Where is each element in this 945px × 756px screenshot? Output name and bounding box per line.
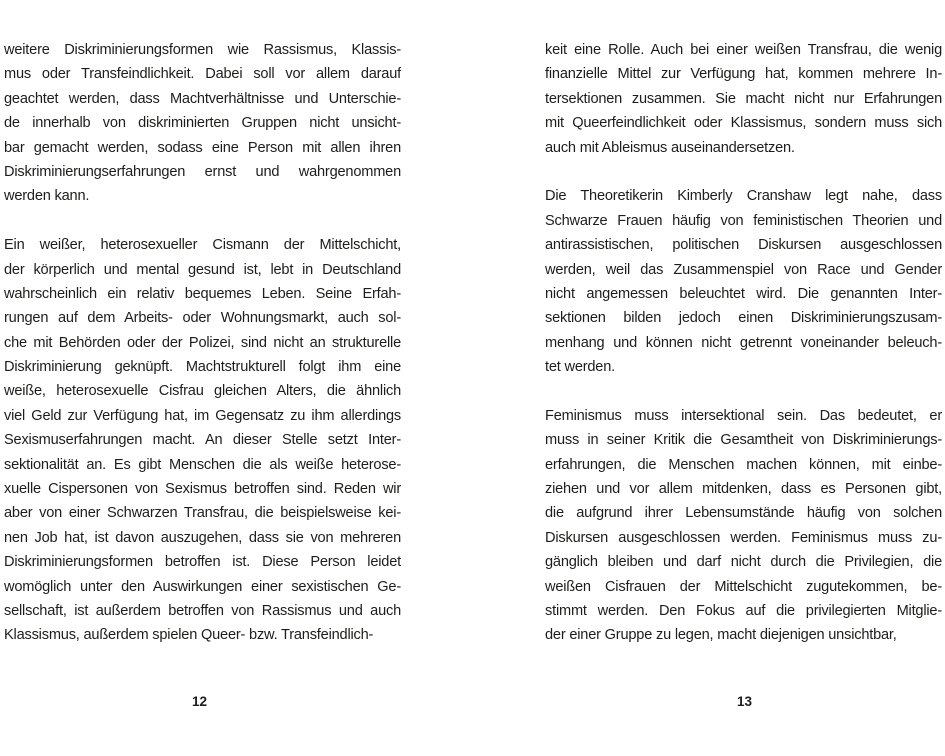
text-line: nen Job hat, ist davon auszugehen, dass sie von mehreren <box>4 529 401 546</box>
text-line: de innerhalb von diskriminierten Gruppen nicht unsicht- <box>4 115 401 132</box>
text-line: antirassistischen, politischen Diskursen ausgeschlossen <box>545 237 942 254</box>
text-line: viel Geld zur Verfügung hat, im Gegensatz zu ihm allerdings <box>4 407 401 424</box>
text-line: nicht angemessen beleuchtet wird. Die genannten Inter- <box>545 285 942 302</box>
right-page-text <box>545 38 942 648</box>
text-line: weiße, heterosexuelle Cisfrau gleichen Alters, die ähnlich <box>4 383 401 400</box>
right-page <box>472 0 945 756</box>
text-line: Diskriminierungsformen betroffen ist. Diese Person leidet <box>4 554 401 571</box>
paragraph-gap <box>4 209 401 233</box>
text-line: Die Theoretikerin Kimberly Cranshaw legt nahe, dass <box>545 188 942 205</box>
text-line: Sexismuserfahrungen macht. An dieser Stelle setzt Inter- <box>4 432 401 449</box>
text-line: muss in seiner Kritik die Gesamtheit von Diskriminierungs- <box>545 432 942 449</box>
text-line: Ein weißer, heterosexueller Cismann der Mittelschicht, <box>4 237 401 254</box>
text-line: stimmt werden. Den Fokus auf die privilegierten Mitglie- <box>545 602 942 619</box>
text-line: keit eine Rolle. Auch bei einer weißen Transfrau, die wenig <box>545 42 942 58</box>
text-line: werden kann. <box>4 188 90 205</box>
text-line: geachtet werden, dass Machtverhältnisse und Unterschie- <box>4 90 401 107</box>
text-line: ziehen und vor allem mitdenken, dass es Personen gibt, <box>545 481 942 498</box>
text-line: der körperlich und mental gesund ist, lebt in Deutschland <box>4 261 401 278</box>
text-line: mit Queerfeindlichkeit oder Klassismus, sondern muss sich <box>545 115 942 132</box>
text-line: wahrscheinlich ein relativ bequemes Leben. Seine Erfah- <box>4 285 401 302</box>
text-line: mus oder Transfeindlichkeit. Dabei soll vor allem darauf <box>4 66 401 83</box>
text-line: Schwarze Frauen häufig von feministischen Theorien und <box>545 212 942 229</box>
text-line: Feminismus muss intersektional sein. Das bedeutet, er <box>545 407 942 424</box>
text-line: die aufgrund ihrer Lebensumstände häufig von solchen <box>545 505 942 522</box>
text-line: bar gemacht werden, sodass eine Person mit allen ihren <box>4 139 401 156</box>
text-line: womöglich unter den Auswirkungen einer sexistischen Ge- <box>4 578 401 595</box>
paragraph-gap <box>545 379 942 403</box>
page-number-right: 13 <box>737 694 753 709</box>
text-line: Diskriminierung geknüpft. Machtstrukturell folgt ihm eine <box>4 359 401 376</box>
text-line: xuelle Cispersonen von Sexismus betroffen sind. Reden wir <box>4 481 401 498</box>
text-line: sektionen bilden jedoch einen Diskriminierungszusam- <box>545 310 942 327</box>
text-line: der einer Gruppe zu legen, macht diejenigen unsichtbar, <box>545 627 897 644</box>
text-line: Klassismus, außerdem spielen Queer- bzw. Transfeindlich- <box>4 627 374 644</box>
text-line: auch mit Ableismus auseinandersetzen. <box>545 139 795 156</box>
text-line: sektionalität an. Es gibt Menschen die als weiße heterose- <box>4 456 401 473</box>
text-line: Diskriminierungserfahrungen ernst und wahrgenommen <box>4 163 401 180</box>
text-line: che mit Behörden oder der Polizei, sind nicht an strukturelle <box>4 334 401 351</box>
text-line: finanzielle Mittel zur Verfügung hat, kommen mehrere In- <box>545 66 942 83</box>
text-line: aber von einer Schwarzen Transfrau, die beispielsweise kei- <box>4 505 401 522</box>
text-line: werden, weil das Zusammenspiel von Race und Gender <box>545 261 942 278</box>
text-line: erfahrungen, die Menschen machen können, mit einbe- <box>545 456 942 473</box>
page-number-left: 12 <box>192 694 208 709</box>
text-line: weitere Diskriminierungsformen wie Rassismus, Klassis- <box>4 42 401 58</box>
text-line: weißen Cisfrauen der Mittelschicht zugutekommen, be- <box>545 578 942 595</box>
text-line: tet werden. <box>545 359 615 376</box>
text-line: gänglich bleiben und darf nicht durch die Privilegien, die <box>545 554 942 571</box>
left-page-text <box>4 38 401 648</box>
text-line: menhang und können nicht getrennt voneinander beleuch- <box>545 334 942 351</box>
text-line: tersektionen zusammen. Sie macht nicht nur Erfahrungen <box>545 90 942 107</box>
text-line: rungen auf dem Arbeits- oder Wohnungsmarkt, auch sol- <box>4 310 401 327</box>
text-line: Diskursen ausgeschlossen werden. Feminismus muss zu- <box>545 529 942 546</box>
left-page <box>0 0 472 756</box>
paragraph-gap <box>545 160 942 184</box>
text-line: sellschaft, ist außerdem betroffen von Rassismus und auch <box>4 602 401 619</box>
